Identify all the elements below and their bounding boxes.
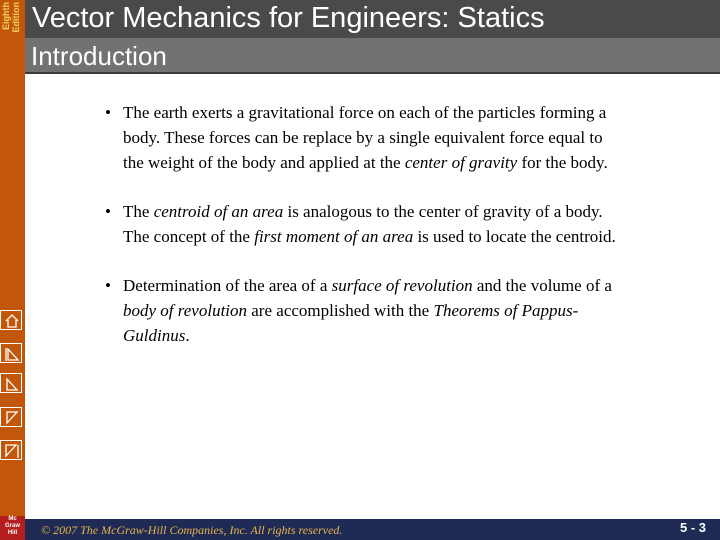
footer-bar xyxy=(25,519,720,540)
next-slide-button[interactable] xyxy=(0,407,22,427)
emphasized-term: body of revolution xyxy=(123,301,248,320)
mcgraw-hill-logo xyxy=(0,516,25,540)
text-run: are accomplished with the xyxy=(247,301,434,320)
logo-line: Graw xyxy=(4,523,20,529)
logo-line: Hill xyxy=(7,530,18,536)
bullet-text xyxy=(123,273,625,348)
emphasized-term: first moment of an area xyxy=(254,227,414,246)
text-run: The xyxy=(123,202,154,221)
bullet-dot: • xyxy=(105,103,111,122)
bullet-dot: • xyxy=(105,202,111,221)
text-run: for the body. xyxy=(517,153,608,172)
next-slide-icon xyxy=(1,408,23,428)
edition-line-1: Eighth xyxy=(1,2,11,30)
text-run: Determination of the area of a xyxy=(123,276,332,295)
bullet-text xyxy=(123,100,625,175)
slide-content xyxy=(105,100,625,372)
text-run: and the volume of a xyxy=(472,276,612,295)
emphasized-term: centroid of an area xyxy=(153,202,284,221)
bullet-item xyxy=(105,273,625,348)
previous-slide-button[interactable] xyxy=(0,373,22,393)
logo-line: Mc xyxy=(8,516,17,522)
emphasized-term: surface of revolution xyxy=(331,276,473,295)
emphasized-term: Theorems of Pappus-Guldinus xyxy=(123,301,579,345)
last-slide-icon xyxy=(1,441,23,461)
subtitle-bar xyxy=(25,38,720,72)
home-icon xyxy=(1,311,23,331)
book-title: Vector Mechanics for Engineers: Statics xyxy=(32,2,545,34)
header-divider xyxy=(25,72,720,74)
text-run: is used to locate the centroid. xyxy=(413,227,616,246)
title-bar xyxy=(25,0,720,38)
first-slide-icon xyxy=(1,344,23,364)
text-run: . xyxy=(185,326,190,345)
bullet-item xyxy=(105,100,625,175)
bullet-text xyxy=(123,199,625,249)
text-run: The earth exerts a gravitational force on each of the particles forming a body. These forces can be replace by a single equivalent force equal to the weight of the body and applied at the xyxy=(123,103,607,172)
copyright-notice: © 2007 The McGraw-Hill Companies, Inc. All rights reserved. xyxy=(41,523,343,537)
previous-slide-icon xyxy=(1,374,23,394)
bullet-item xyxy=(105,199,625,249)
edition-label xyxy=(0,0,25,44)
emphasized-term: center of gravity xyxy=(404,153,518,172)
home-button[interactable] xyxy=(0,310,22,330)
text-run: is analogous to the center of gravity of a body. The concept of the xyxy=(123,202,603,246)
page-number: 5 - 3 xyxy=(679,520,706,535)
first-slide-button[interactable] xyxy=(0,343,22,363)
slide-title: Introduction xyxy=(31,41,167,71)
bullet-dot: • xyxy=(105,276,111,295)
last-slide-button[interactable] xyxy=(0,440,22,460)
edition-line-2: Edition xyxy=(11,2,21,33)
